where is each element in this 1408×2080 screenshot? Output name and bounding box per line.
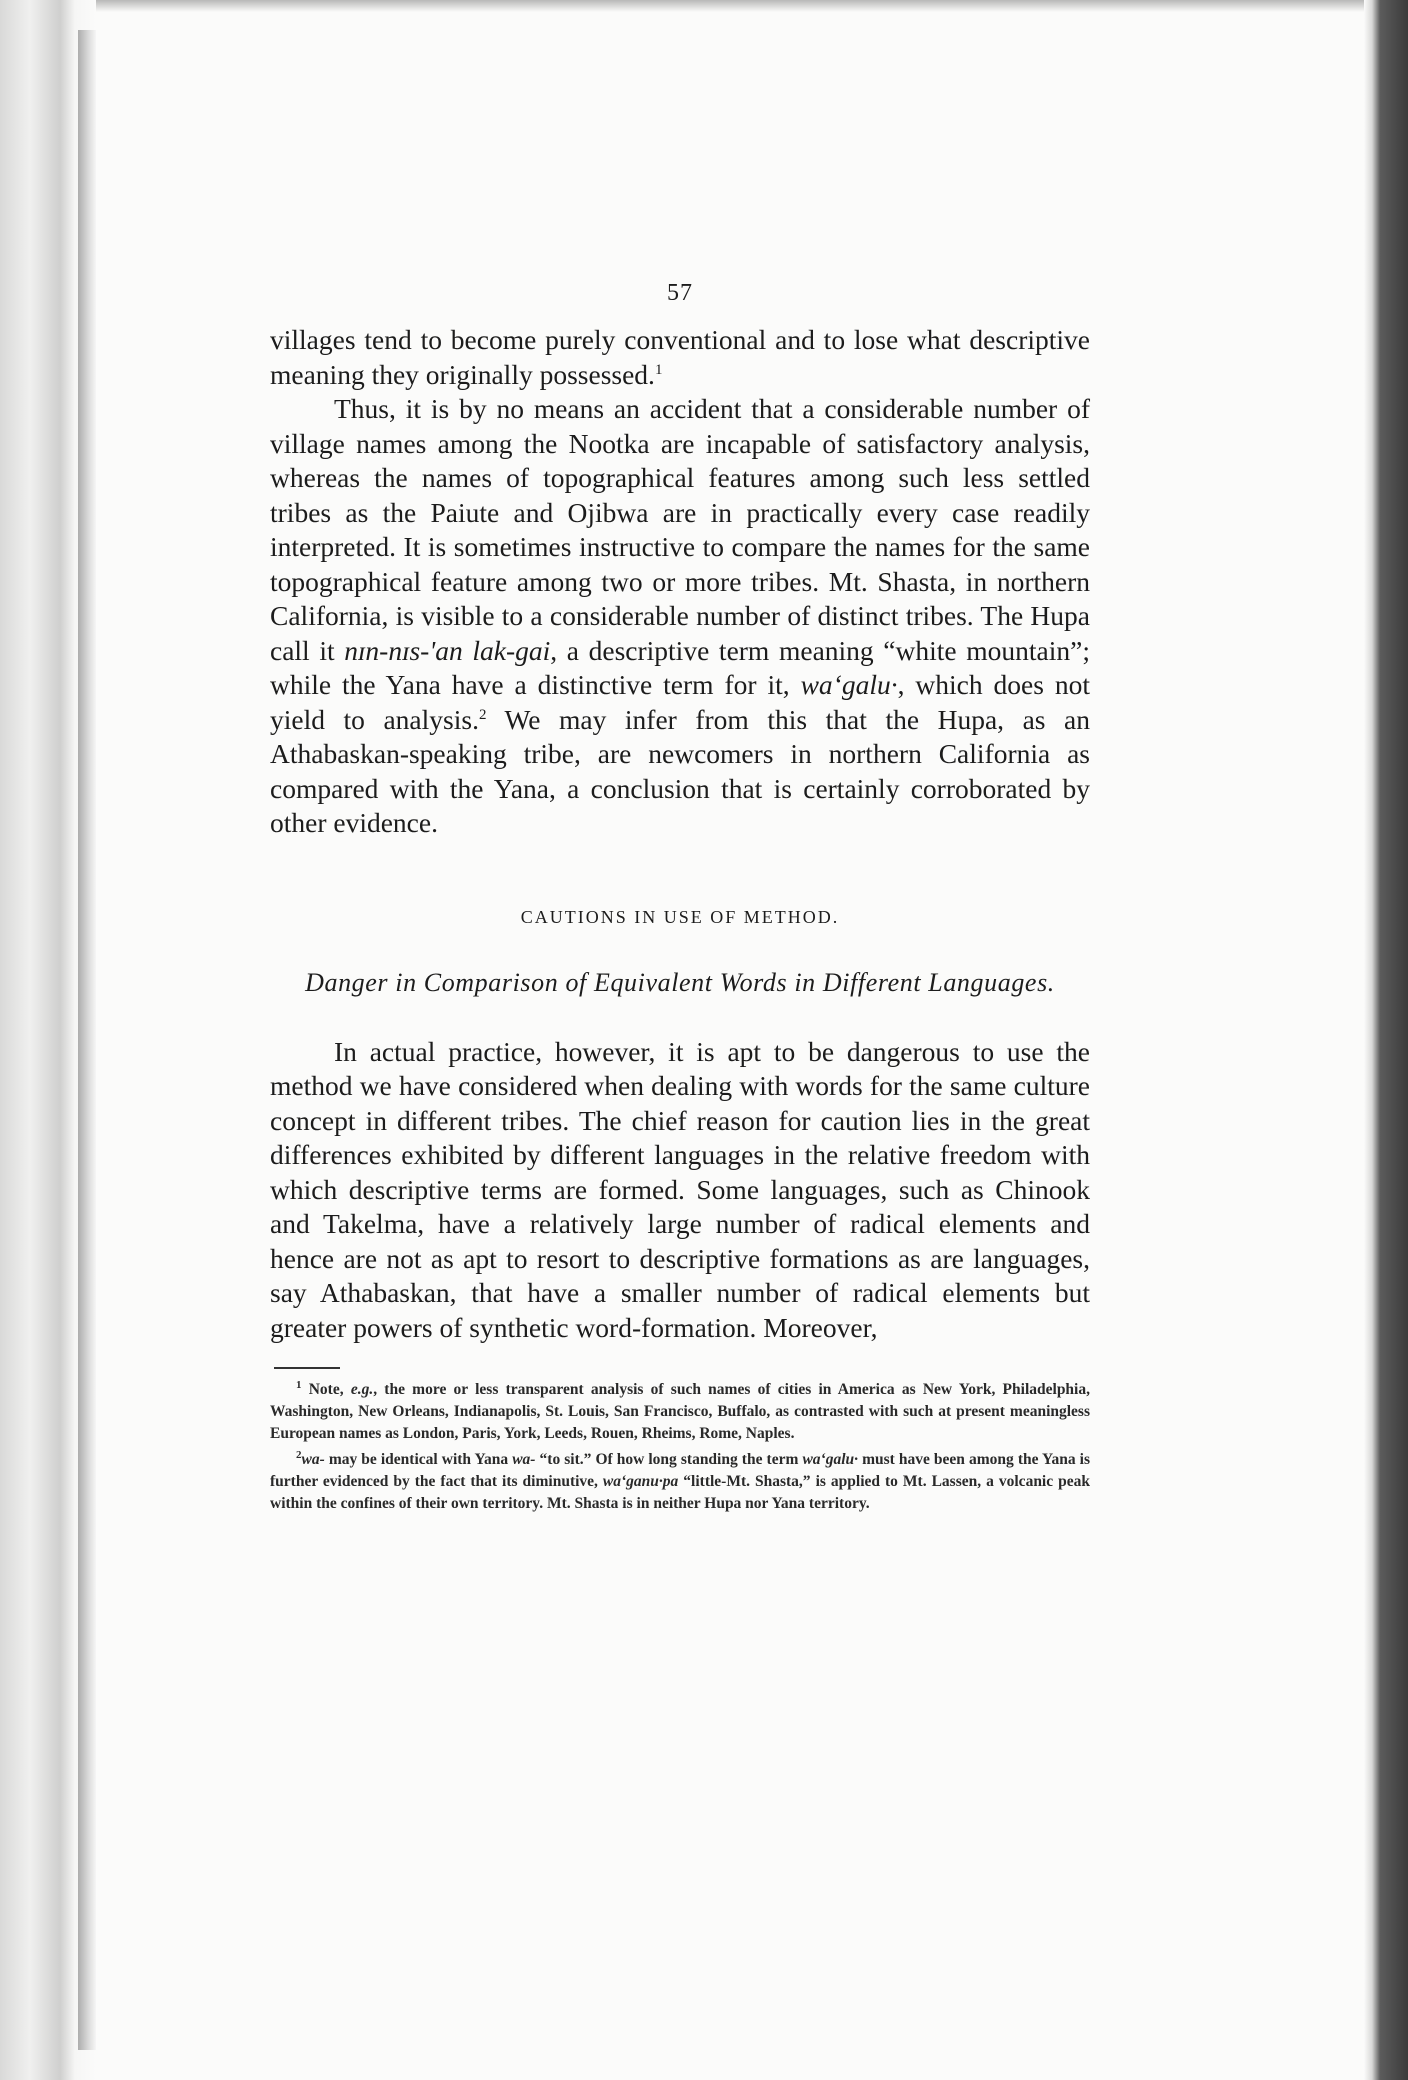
footnote-1 [270,1379,1090,1445]
yana-term: wa‘galu· [800,669,898,700]
hupa-term: nɪn-nɪs-'an lak-gai [344,634,551,666]
footnote-1-marker: 1 [296,1378,302,1391]
paragraph-2 [270,392,1090,841]
page-number: 57 [667,280,693,306]
footnote-2-text-d: “little-Mt. Shasta,” is applied to Mt. Lassen, a volcanic peak within the confines of their own territory. Mt. Shasta is in neither Hupa nor Yana territory. [270,1473,1090,1512]
footnote-ref-2[interactable]: 2 [478,706,487,723]
footnote-1-text-a: Note, [301,1381,351,1398]
footnotes [270,1379,1090,1515]
page-top-edge [60,0,1370,12]
footnote-2 [270,1449,1090,1515]
paragraph-2-text-b: , a descriptive term meaning “white mountain”; while the Yana have a distinctive term for it, [270,634,1090,700]
gutter-shadow [78,30,96,2050]
footnote-1-text-b: , the more or less transparent analysis of such names of cities in America as New York, Philadelphia, Washington, New Orleans, Indianapolis, St. Louis, San Francisco, Buffalo, as contrasted with such at present meaningless European names as London, Paris, York, Leeds, Rouen, Rheims, Rome, Naples. [270,1381,1090,1442]
paragraph-3: In actual practice, however, it is apt to be dangerous to use the method we have considered when dealing with words for the same culture concept in different tribes. The chief reason for caution lies in the great differences exhibited by different languages in the relative freedom with which descriptive terms are formed. Some languages, such as Chinook and Takelma, have a relatively large number of radical elements and hence are not as apt to resort to descriptive formations as are languages, say Athabaskan, that have a smaller number of radical elements but greater powers of synthetic word-formation. Moreover, [270,1035,1090,1343]
footnote-2-marker: 2 [296,1448,302,1461]
footnote-2-term-3: wa‘galu· [802,1451,858,1468]
footnote-2-text-b: “to sit.” Of how long standing the term [535,1451,803,1468]
paragraph-2-text-c: , which does not yield to analysis. [270,669,1090,735]
footnote-2-text-a: may be identical with Yana [324,1451,513,1468]
subsection-heading: Danger in Comparison of Equivalent Words in Different Languages. [305,967,1055,997]
section-heading: CAUTIONS IN USE OF METHOD. [520,906,840,927]
paragraph-2-text-a: Thus, it is by no means an accident that a considerable number of village names among the Nootka are incapable of satisfactory analysis, whereas the names of topographical features among such less settled tribes as the Paiute and Ojibwa are in practically every case readily interpreted. It is sometimes instructive to compare the names for the same topographical feature among two or more tribes. Mt. Shasta, in northern California, is visible to a considerable number of distinct tribes. The Hupa call it [270,393,1090,666]
paragraph-1 [270,323,1090,392]
paragraph-1-text: villages tend to become purely conventional and to lose what descriptive meaning they originally possessed. [270,324,1090,390]
page-content [270,280,1090,1519]
footnote-ref-1[interactable]: 1 [654,361,663,378]
footnote-1-eg: e.g. [350,1381,374,1398]
book-binding-gutter [0,0,96,2080]
paragraph-2-text-d: We may infer from this that the Hupa, as an Athabaskan-speaking tribe, are newcomers in northern California as compared with the Yana, a conclusion that is certainly corroborated by other evidence. [270,703,1090,838]
footnote-2-term-1: wa- [301,1451,325,1468]
footnote-2-term-4: wa‘ganu·pa [602,1473,679,1490]
page-right-edge [1364,0,1408,2080]
footnote-2-text-c: must have been among the Yana is further evidenced by the fact that its diminutive, [270,1451,1091,1490]
footnote-separator [274,1367,340,1369]
footnote-2-term-2: wa- [512,1451,536,1468]
